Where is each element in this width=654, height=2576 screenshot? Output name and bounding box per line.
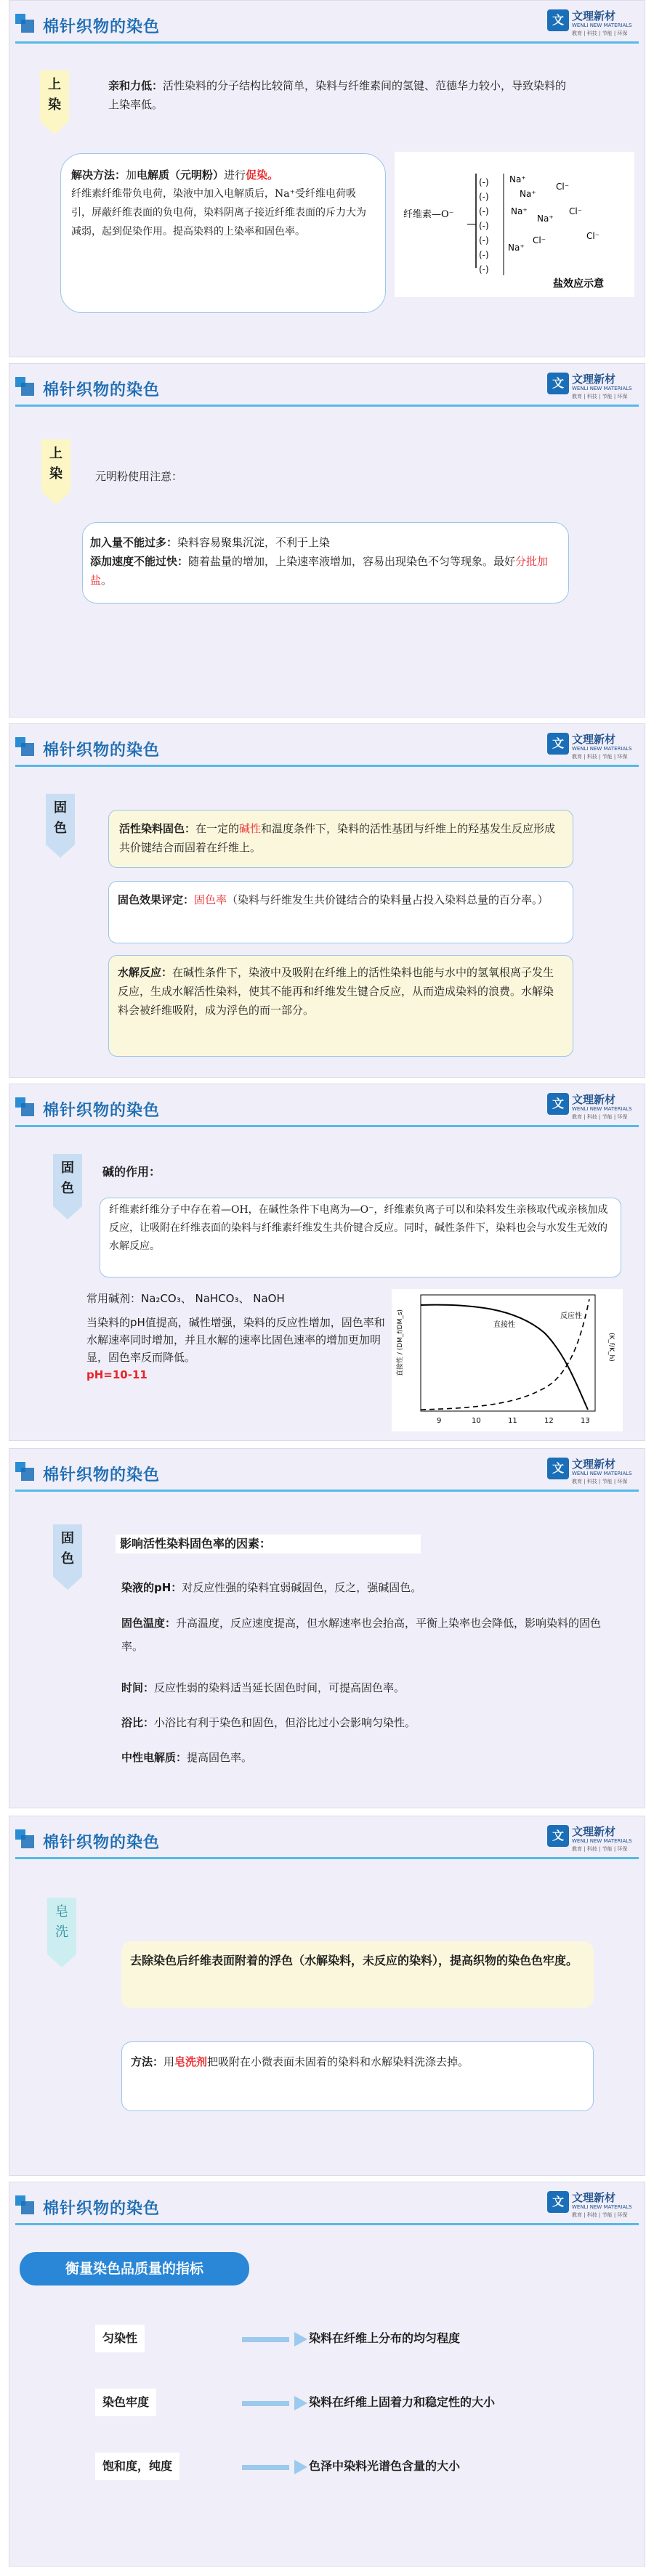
slide-header	[9, 364, 645, 416]
ion: Cl⁻	[533, 235, 546, 245]
x-tick: 10	[472, 1417, 481, 1425]
ion: Na⁺	[509, 174, 526, 184]
alkali-heading: 碱的作用：	[102, 1165, 161, 1179]
header-divider	[15, 1490, 639, 1492]
header-divider	[15, 765, 639, 767]
header-divider	[15, 1125, 639, 1127]
section-tag-uptake: 上 染	[40, 70, 69, 121]
section-tag-uptake: 上 染	[41, 439, 70, 492]
indicator-label: 染色牢度	[95, 2389, 156, 2416]
ion: Na⁺	[511, 206, 528, 216]
x-tick: 9	[437, 1417, 442, 1425]
ion: Cl⁻	[569, 206, 583, 216]
slide-fixation-1	[9, 723, 645, 1078]
svg-text:(-): (-)	[479, 177, 489, 187]
slide-title: 棉针织物的染色	[43, 1466, 161, 1484]
slide-title: 棉针织物的染色	[43, 381, 161, 399]
indicator-desc: 染料在纤维上固着力和稳定性的大小	[309, 2395, 496, 2409]
hydrolysis-box: 水解反应：在碱性条件下，染液中及吸附在纤维上的活性染料也能与水中的氢氧根离子发生反应，生成水解活性染料，使其不能再和纤维发生键合反应，从而造成染料的浪费。水解染料会被纤维吸附，成为浮色的而一部分。	[108, 955, 573, 1057]
factor-item: 中性电解质：提高固色率。	[121, 1751, 253, 1764]
company-logo: 文 文理新材 WENLI NEW MATERIALS 教育 | 科技 | 节能 | 环保	[547, 1092, 634, 1122]
indicator-label: 饱和度，纯度	[95, 2453, 179, 2480]
header-square-icon	[21, 2201, 34, 2214]
header-divider	[15, 405, 639, 407]
header-square-icon	[21, 743, 34, 756]
section-tag-fixation: 固 色	[53, 1524, 82, 1577]
slide-title: 棉针织物的染色	[43, 1834, 161, 1852]
factor-item: 时间：反应性弱的染料适当延长固色时间，可提高固色率。	[121, 1681, 405, 1694]
indicator-label: 匀染性	[95, 2325, 145, 2352]
alkali-role-box: 纤维素纤维分子中存在着—OH，在碱性条件下电离为—O⁻，纤维素负离子可以和染料发生亲核取代或亲核加成反应，让吸附在纤维表面的染料与纤维素纤维发生共价键合反应。同时，碱性条件下，染料也会与水发生无效的水解反应。	[100, 1198, 621, 1277]
header-divider	[15, 2223, 639, 2225]
header-square-icon	[21, 1468, 34, 1481]
ph-paragraph: 当染料的pH值提高，碱性增强，染料的反应性增加，固色率和水解速率同时增加，并且水解的速率比固色速率的增加更加明显，固色率反而降低。 pH=10-11	[86, 1316, 385, 1381]
ph-chart-svg	[392, 1289, 623, 1431]
x-tick: 11	[508, 1417, 517, 1425]
factor-item: 染液的pH：对反应性强的染料宜弱碱固色，反之，强碱固色。	[121, 1581, 422, 1594]
soaping-method-box: 方法：用皂洗剂把吸附在小微表面未固着的染料和水解染料洗涤去掉。	[121, 2041, 594, 2111]
ion: Na⁺	[508, 243, 525, 253]
arrow-right-icon	[242, 2332, 307, 2347]
slide-header	[9, 1816, 645, 1869]
slide-dyeing-uptake-1	[9, 0, 645, 357]
slide-title: 棉针织物的染色	[43, 18, 161, 36]
header-square-icon	[21, 383, 34, 396]
salt-effect-diagram	[395, 152, 634, 297]
fiber-label: 纤维素—O⁻	[403, 209, 454, 220]
ion: Na⁺	[520, 189, 536, 199]
svg-text:(-): (-)	[479, 192, 489, 202]
company-logo: 文 文理新材 WENLI NEW MATERIALS 教育 | 科技 | 节能 | 环保	[547, 8, 634, 38]
slide-title: 棉针织物的染色	[43, 1102, 161, 1120]
header-square-icon	[21, 1103, 34, 1116]
company-logo: 文 文理新材 WENLI NEW MATERIALS 教育 | 科技 | 节能 | 环保	[547, 1456, 634, 1487]
slide-quality-indicators	[9, 2182, 645, 2567]
alkali-list: 常用碱剂：Na₂CO₃、 NaHCO₃、 NaOH	[86, 1292, 285, 1305]
svg-text:(-): (-)	[479, 250, 489, 260]
slide-dyeing-uptake-2	[9, 363, 645, 718]
slide-fixation-2	[9, 1084, 645, 1441]
factor-item: 浴比：小浴比有利于染色和固色，但浴比过小会影响匀染性。	[121, 1716, 416, 1729]
ph-chart	[392, 1289, 623, 1431]
svg-text:(-): (-)	[479, 221, 489, 231]
slide-title: 棉针织物的染色	[43, 2200, 161, 2218]
slide-header	[9, 2182, 645, 2235]
company-logo: 文 文理新材 WENLI NEW MATERIALS 教育 | 科技 | 节能 | 环保	[547, 1824, 634, 1854]
affinity-paragraph: 亲和力低：活性染料的分子结构比较简单，染料与纤维素间的氢键、范德华力较小，导致染料的上染率低。	[108, 79, 567, 111]
notice-intro: 元明粉使用注意：	[95, 470, 183, 483]
ion: Cl⁻	[586, 231, 600, 241]
x-tick: 13	[581, 1417, 590, 1425]
slide-header	[9, 1084, 645, 1137]
soaping-purpose-box: 去除染色后纤维表面附着的浮色（水解染料，未反应的染料），提高织物的染色色牢度。	[121, 1941, 594, 2008]
section-tag-soaping: 皂 洗	[47, 1898, 76, 1954]
fixation-box: 活性染料固色：在一定的碱性和温度条件下，染料的活性基团与纤维上的羟基发生反应形成共价键结合而固着在纤维上。	[108, 810, 573, 868]
x-tick: 12	[544, 1417, 554, 1425]
salt-usage-box: 加入量不能过多：染料容易聚集沉淀，不利于上染 添加速度不能过快：随着盐量的增加，上染速率液增加，容易出现染色不匀等现象。最好分批加盐。	[82, 522, 569, 604]
slide-fixation-factors	[9, 1448, 645, 1808]
header-divider	[15, 1857, 639, 1859]
svg-text:(-): (-)	[479, 264, 489, 275]
svg-text:(-): (-)	[479, 235, 489, 245]
slide-soaping	[9, 1816, 645, 2176]
quality-banner: 衡量染色品质量的指标	[20, 2252, 249, 2286]
factors-heading: 影响活性染料固色率的因素：	[116, 1535, 421, 1553]
diagram-caption: 盐效应示意	[553, 278, 604, 290]
arrow-right-icon	[242, 2396, 307, 2410]
indicator-desc: 染料在纤维上分布的均匀程度	[309, 2331, 461, 2345]
indicator-desc: 色泽中染料光谱色含量的大小	[309, 2459, 461, 2473]
ion: Cl⁻	[556, 182, 570, 192]
slide-title: 棉针织物的染色	[43, 741, 161, 760]
curve-label-direct: 直接性	[493, 1321, 515, 1329]
company-logo: 文 文理新材 WENLI NEW MATERIALS 教育 | 科技 | 节能 | 环保	[547, 2190, 634, 2220]
y2-axis-label: (K_f/K_h)	[607, 1333, 615, 1362]
salt-effect-svg	[395, 152, 634, 297]
company-logo: 文 文理新材 WENLI NEW MATERIALS 教育 | 科技 | 节能 | 环保	[547, 371, 634, 402]
slide-header	[9, 1449, 645, 1501]
slide-header	[9, 1, 645, 53]
company-logo: 文 文理新材 WENLI NEW MATERIALS 教育 | 科技 | 节能 | 环保	[547, 731, 634, 762]
factor-item: 固色温度：升高温度，反应速度提高，但水解速率也会抬高，平衡上染率也会降低，影响染料的固色率。	[121, 1617, 602, 1653]
section-tag-fixation: 固 色	[53, 1154, 82, 1206]
y-axis-label: 直接性 / (DM_f/DM_s)	[397, 1309, 404, 1376]
header-square-icon	[21, 20, 34, 33]
svg-text:(-): (-)	[479, 206, 489, 216]
arrow-right-icon	[242, 2460, 307, 2474]
solution-box: 解决方法：加电解质（元明粉）进行促染。 纤维素纤维带负电荷，染液中加入电解质后，Na⁺受纤维电荷吸引，屏蔽纤维表面的负电荷，染料阴离子接近纤维表面的斥力大为减弱，起到促染作用。提高染料的上染率和固色率。	[60, 153, 386, 313]
header-divider	[15, 41, 639, 44]
curve-label-reactive: 反应性	[560, 1312, 582, 1320]
section-tag-fixation: 固 色	[46, 794, 75, 845]
header-square-icon	[21, 1835, 34, 1848]
fixation-rate-box: 固色效果评定：固色率（染料与纤维发生共价键结合的染料量占投入染料总量的百分率。）	[108, 881, 573, 943]
ion: Na⁺	[537, 214, 554, 224]
slide-header	[9, 724, 645, 776]
